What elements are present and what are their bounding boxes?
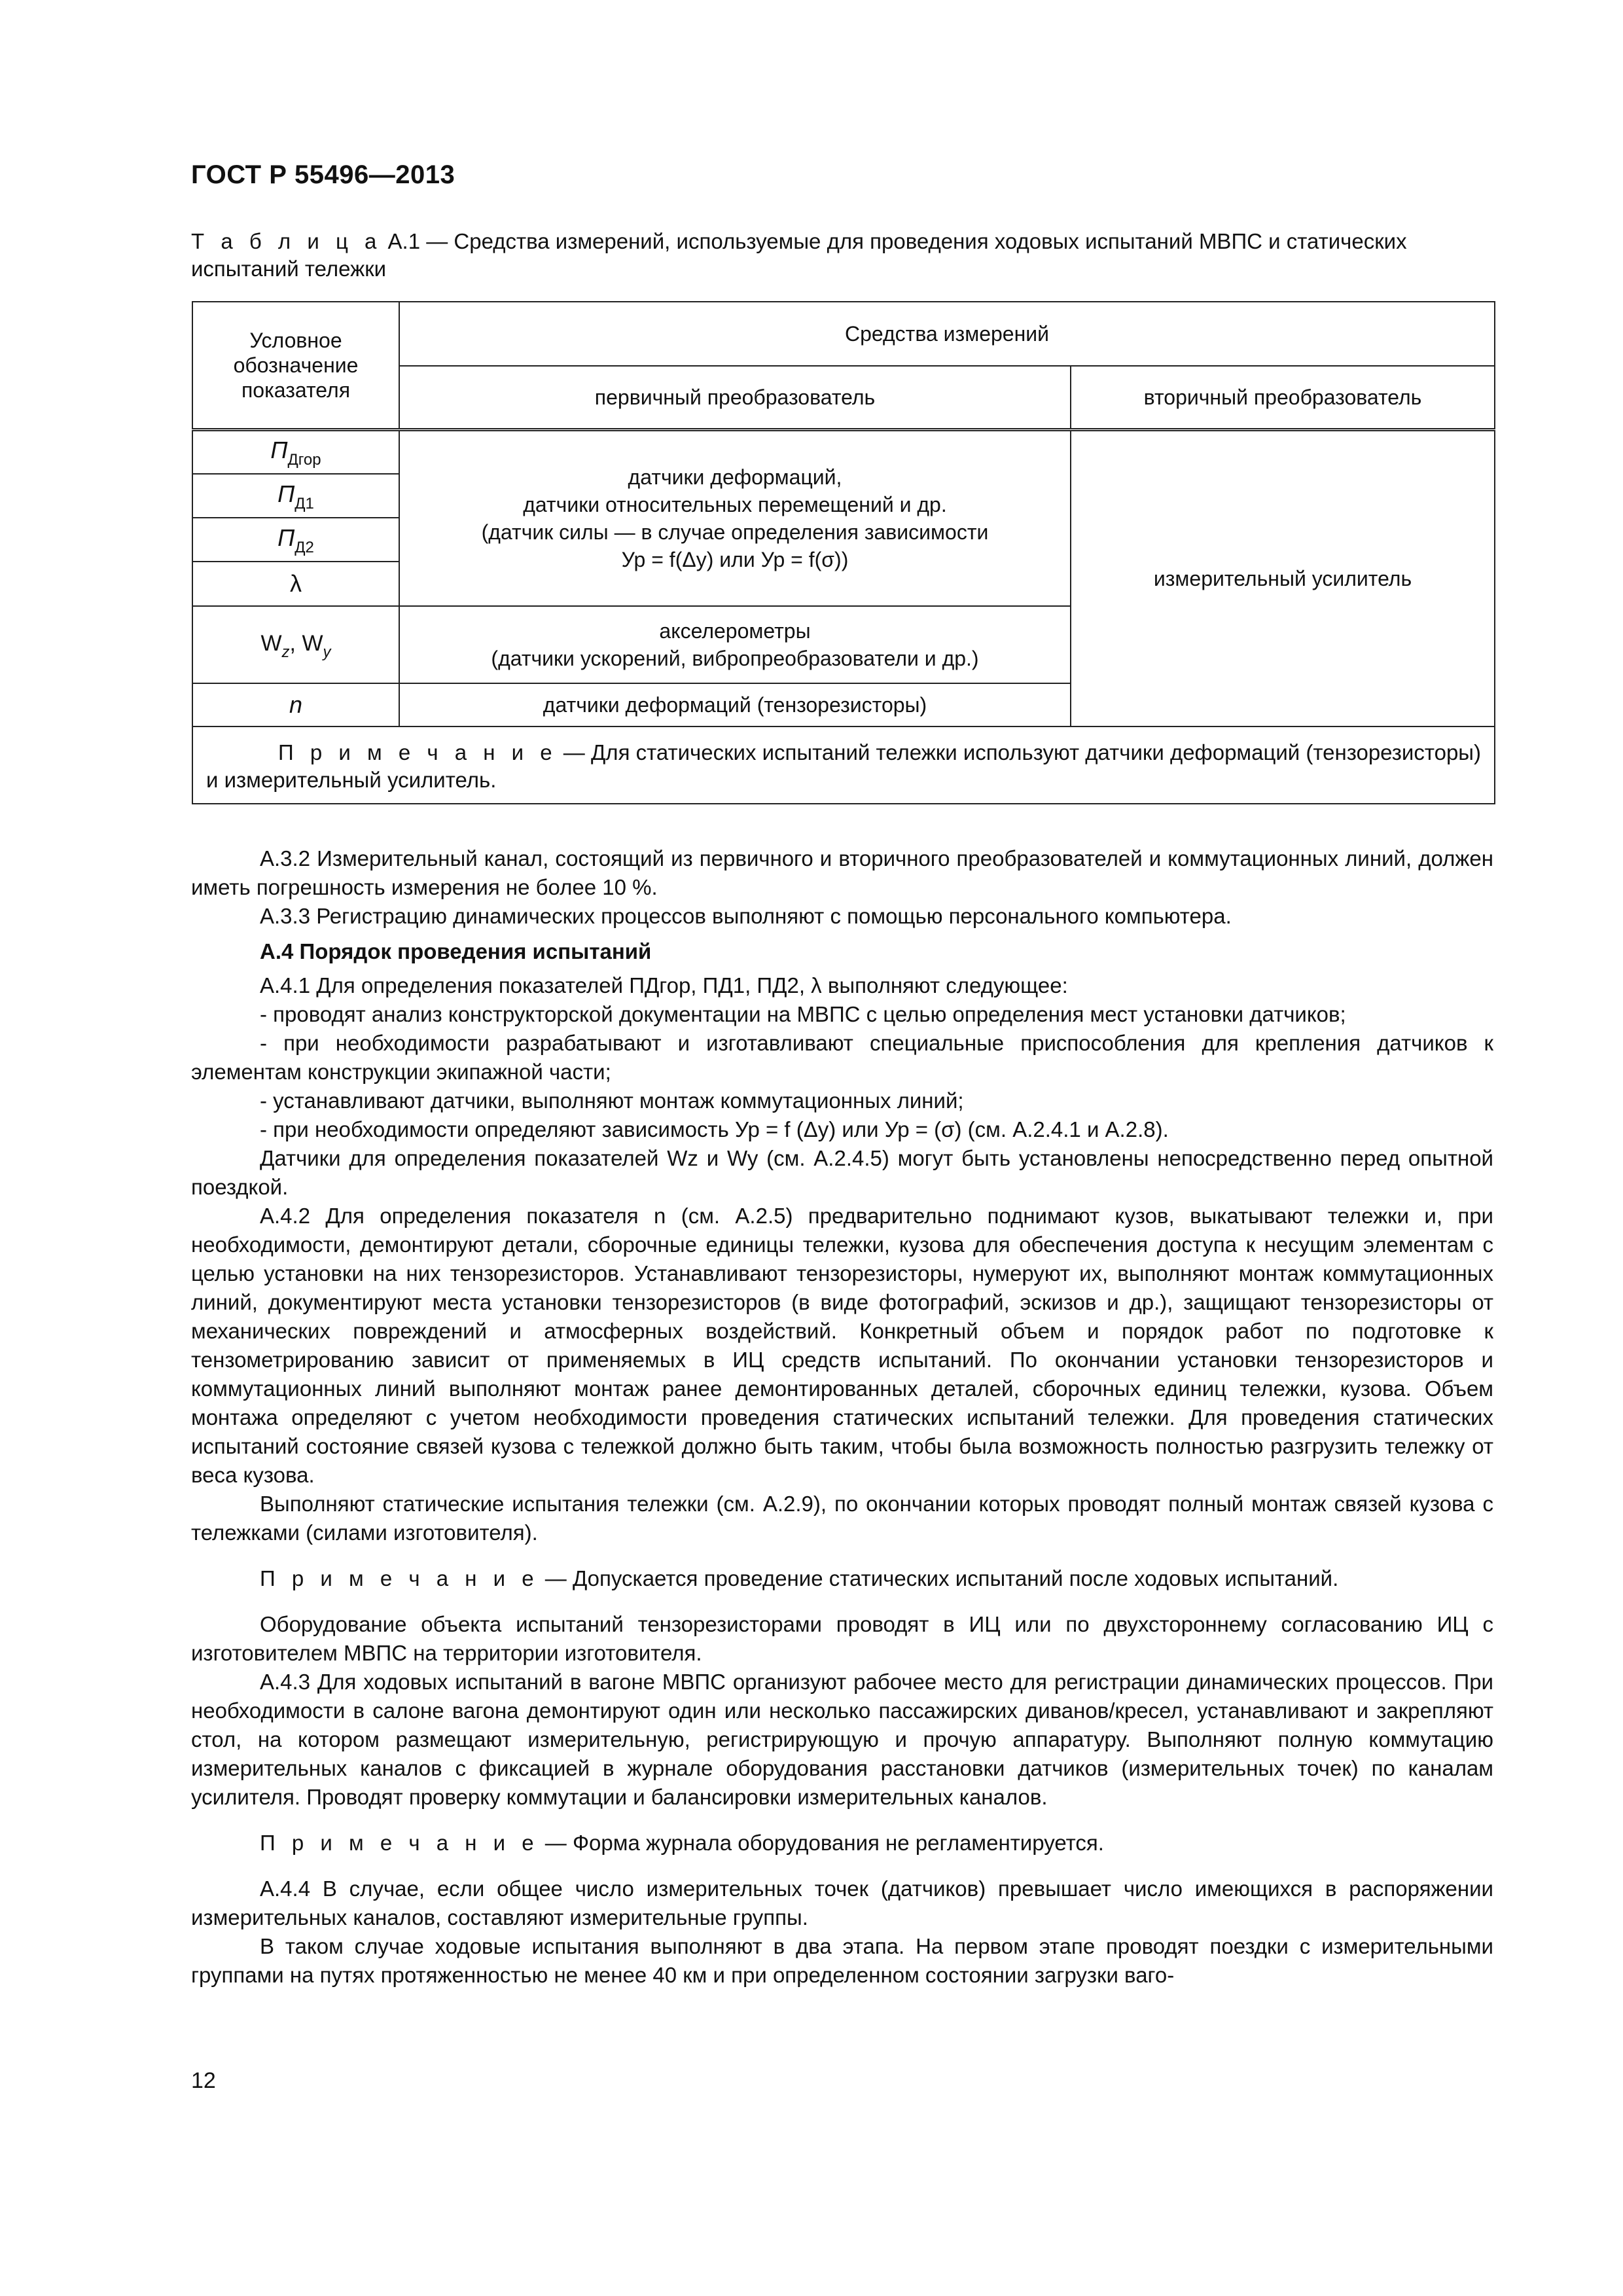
symbol-p-dgor: $П_{Дгор}$ (192, 430, 399, 474)
paragraph-two-stages: В таком случае ходовые испытания выполняют в два этапа. На первом этапе проводят поездки с измерительными группами на путях протяженностью не менее 40 км и при определенном состоянии загрузки ваго- (191, 1934, 1493, 1987)
paragraph-a42: А.4.2 Для определения показателя n (см. А.2.5) предварительно поднимают кузов, выкатывают тележки и, при необходимости, демонтируют детали, сборочные единицы тележки, кузова для обеспечения доступа к несущим элементам с целью установки на них тензорезисторов. Устанавливают тензорезисторы, нумеруют их, выполняют монтаж коммутационных линий, документируют места установки тензорезисторов (в виде фотографий, эскизов и др.), защищают тензорезисторы от механических повреждений и атмосферных воздействий. Конкретный объем и порядок работ по подготовке к тензометрированию зависит от применяемых в ИЦ средств испытаний. По окончании установки тензорезисторов и коммутационных линий выполняют монтаж ранее демонтированных деталей, сборочных единиц тележки, кузова. Объем монтажа определяют с учетом необходимости проведения статических испытаний тележки. Для проведения статических испытаний состояние связей кузова с тележкой должно быть таким, чтобы была возможность полностью разгрузить тележку от веса кузова. (191, 1204, 1493, 1487)
col-header-primary: первичный преобразователь (399, 366, 1071, 430)
note-2: П р и м е ч а н и е — Допускается проведение статических испытаний после ходовых испытаний. (260, 1566, 1339, 1590)
col-header-secondary: вторичный преобразователь (1071, 366, 1495, 430)
table-caption (191, 228, 1493, 283)
dependency-formula: Ур = f(Δу) или Ур = f(σ)) (621, 547, 849, 571)
measurement-table (192, 301, 1495, 804)
primary-deformation-sensors: датчики деформаций, датчики относительных перемещений и др. (датчик силы — в случае определения зависимости Ур = f(Δу) или Ур = f(σ)) (399, 430, 1071, 606)
paragraph-equipment: Оборудование объекта испытаний тензорезисторами проводят в ИЦ или по двухстороннему согласованию ИЦ с изготовителем МВПС на территории изготовителя. (191, 1612, 1493, 1665)
list-item: - устанавливают датчики, выполняют монтаж коммутационных линий; (260, 1088, 964, 1113)
paragraph-a44: А.4.4 В случае, если общее число измерительных точек (датчиков) превышает число имеющихся в распоряжении измерительных каналов, составляют измерительные группы. (191, 1876, 1493, 1929)
symbol-p-d1: $П_{Д1}$ (192, 474, 399, 518)
col-header-means: Средства измерений (399, 302, 1495, 366)
secondary-amplifier: измерительный усилитель (1071, 430, 1495, 726)
paragraph-static-tests: Выполняют статические испытания тележки (см. А.2.9), по окончании которых проводят полный монтаж связей кузова с тележками (силами изготовителя). (191, 1492, 1493, 1545)
table-caption-text: А.1 — Средства измерений, используемые для проведения ходовых испытаний МВПС и статических испытаний тележки (191, 229, 1407, 281)
paragraph-a41: А.4.1 Для определения показателей ПДгор, ПД1, ПД2, λ выполняют следующее: (260, 973, 1068, 997)
symbol-p-d2: $П_{Д2}$ (192, 518, 399, 562)
list-item: - проводят анализ конструкторской документации на МВПС с целью определения мест установки датчиков; (260, 1002, 1346, 1026)
primary-accelerometers: акселерометры (датчики ускорений, вибропреобразователи и др.) (399, 606, 1071, 683)
list-item: - при необходимости определяют зависимость Ур = f (Δу) или Ур = (σ) (см. А.2.4.1 и А.2.8). (260, 1117, 1169, 1141)
table-note: П р и м е ч а н и е — Для статических испытаний тележки используют датчики деформаций (тензорезисторы) и измерительный усилитель. (192, 726, 1495, 804)
primary-strain-gauges: датчики деформаций (тензорезисторы) (399, 683, 1071, 726)
section-heading-a4: А.4 Порядок проведения испытаний (260, 939, 652, 963)
symbol-lambda: λ (192, 562, 399, 606)
col-header-symbol: Условное обозначение показателя (192, 302, 399, 430)
list-item: - при необходимости разрабатывают и изготавливают специальные приспособления для крепления датчиков к элементам конструкции экипажной части; (191, 1031, 1493, 1084)
symbol-wz-wy: $W_z$, $W_y$ (192, 606, 399, 683)
document-header: ГОСТ Р 55496—2013 (191, 160, 455, 189)
table-caption-label: Т а б л и ц а (191, 229, 382, 253)
body-text (191, 844, 1493, 1990)
page-number: 12 (191, 2068, 216, 2093)
paragraph-a43: А.4.3 Для ходовых испытаний в вагоне МВПС организуют рабочее место для регистрации динамических процессов. При необходимости в салоне вагона демонтируют один или несколько пассажирских диванов/кресел, устанавливают и закрепляют стол, на котором размещают измерительную, регистрирующую и прочую аппаратуру. Выполняют полную коммутацию измерительных каналов с фиксацией в журнале оборудования расстановки датчиков (измерительных точек) по каналам усилителя. Проводят проверку коммутации и балансировки измерительных каналов. (191, 1670, 1493, 1809)
note-3: П р и м е ч а н и е — Форма журнала оборудования не регламентируется. (260, 1831, 1104, 1855)
symbol-n: n (192, 683, 399, 726)
paragraph-a33: А.3.3 Регистрацию динамических процессов выполняют с помощью персонального компьютера. (260, 904, 1232, 928)
paragraph-sensors: Датчики для определения показателей Wz и Wy (см. А.2.4.5) могут быть установлены непосредственно перед опытной поездкой. (191, 1146, 1493, 1199)
paragraph-a32: А.3.2 Измерительный канал, состоящий из первичного и вторичного преобразователей и коммутационных линий, должен иметь погрешность измерения не более 10 %. (191, 846, 1493, 899)
